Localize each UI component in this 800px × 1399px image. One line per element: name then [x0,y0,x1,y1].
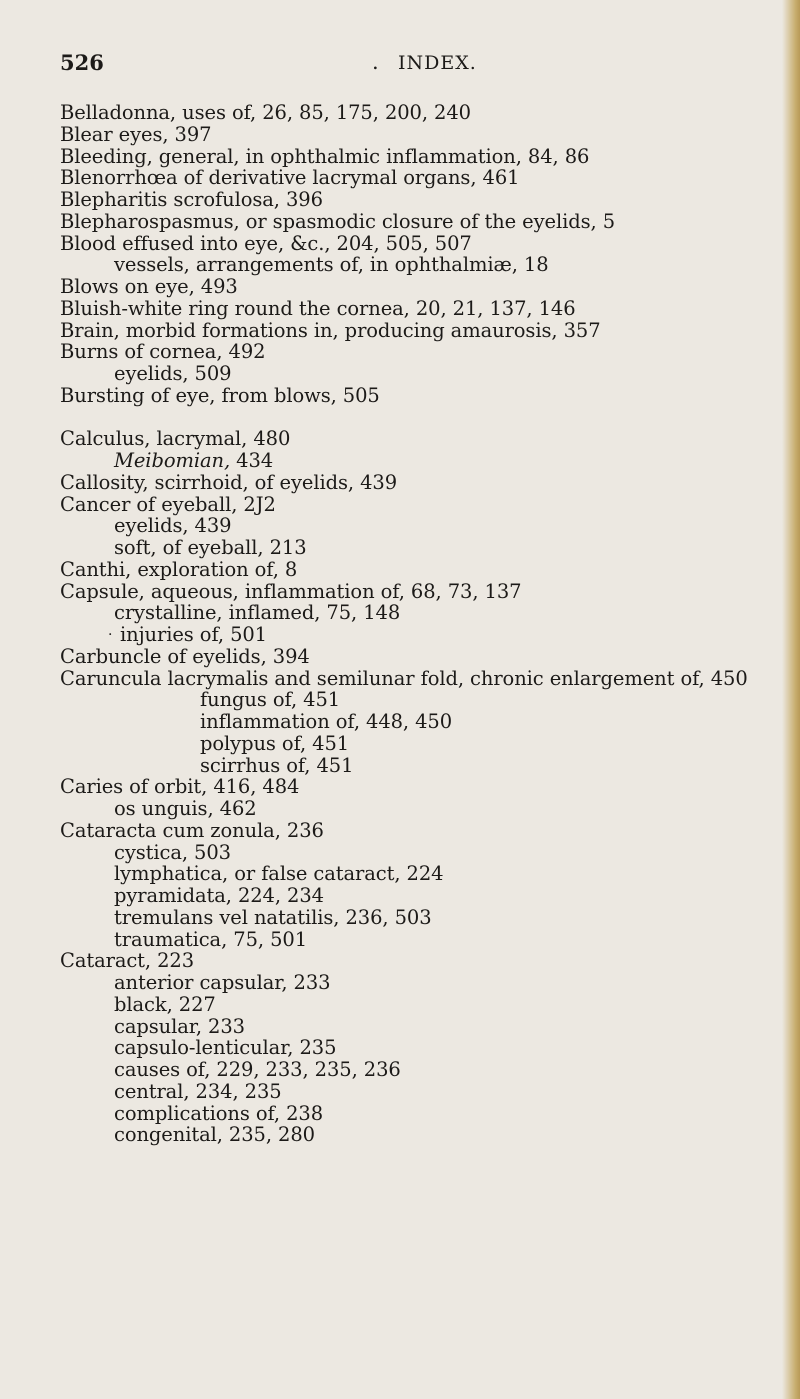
entry-text: soft, of eyeball, 213 [114,536,307,559]
entry-text: Blood effused into eye, &c., 204, 505, 507 [60,231,472,255]
entry-text: Calculus, lacrymal, 480 [60,427,291,451]
index-entry [200,732,349,756]
index-entry [114,449,273,473]
entry-text: causes of, 229, 233, 235, 236 [114,1058,401,1081]
entry-text: Cataract, 223 [60,949,195,973]
index-entry [60,580,521,604]
entry-text: Blepharitis scrofulosa, 396 [60,188,323,211]
page-number: 526 [60,50,104,75]
index-entry [60,493,276,517]
entry-text: inflammation of, 448, 450 [200,710,453,733]
index-entry [60,427,290,451]
page-edge [782,0,800,1399]
page-header [60,50,760,80]
index-entry [114,993,216,1017]
entry-text: polypus of, 451 [200,731,350,755]
entry-text: cystica, 503 [114,840,231,864]
entry-text: eyelids, 509 [114,362,232,385]
entry-text: scirrhus of, 451 [200,753,354,777]
entry-text: capsular, 233 [114,1014,245,1038]
index-entry [114,928,307,952]
index-entry [60,166,519,190]
entry-text: Bleeding, general, in ophthalmic inflammation, 84, 86 [60,144,590,168]
entry-pages: 434 [230,449,274,472]
index-entry [114,601,400,625]
index-entry [60,558,297,582]
index-entry [114,536,307,560]
entry-text: capsulo-lenticular, 235 [114,1036,337,1060]
index-entry [114,884,324,908]
entry-text: complications of, 238 [114,1101,324,1125]
entry-text: Burns of cornea, 492 [60,340,266,364]
index-entry [60,819,324,843]
index-entry [114,862,443,886]
index-entry [108,623,267,647]
entry-text: Blepharospasmus, or spasmodic closure of the eyelids, 5 [60,209,616,233]
entry-text: Caries of orbit, 416, 484 [60,775,300,799]
entry-text: Brain, morbid formations in, producing amaurosis, 357 [60,318,601,342]
entry-text: black, 227 [114,992,216,1016]
index-entry [114,797,257,821]
entry-text: Belladonna, uses of, 26, 85, 175, 200, 240 [60,101,471,124]
entry-text: Caruncula lacrymalis and semilunar fold, chronic enlargement of, 450 [60,666,748,690]
index-entry [60,949,194,973]
index-entry [60,297,576,321]
index-entry [114,1058,401,1082]
index-entry [60,145,589,169]
entry-text: Capsule, aqueous, inflammation of, 68, 73, 137 [60,579,522,603]
index-entry [60,340,265,364]
index-entry [60,123,211,147]
entry-text: Callosity, scirrhoid, of eyelids, 439 [60,470,398,494]
entry-text: injuries of, 501 [120,623,267,646]
index-entry [114,362,231,386]
index-entry [114,1036,336,1060]
entry-text: pyramidata, 224, 234 [114,884,324,907]
entry-bullet: · [108,627,113,643]
index-entry [60,232,472,256]
index-entry [60,384,380,408]
index-entry [200,688,340,712]
index-entry [114,906,432,930]
entry-text: Carbuncle of eyelids, 394 [60,644,310,668]
index-entry [114,253,549,277]
index-entry [114,514,231,538]
entry-text: crystalline, inflamed, 75, 148 [114,601,401,625]
entry-text: Blenorrhœa of derivative lacrymal organs, 461 [60,166,520,190]
index-entry [114,1080,282,1104]
index-entry [60,471,397,495]
entry-text: Blear eyes, 397 [60,122,212,146]
index-entry [200,754,353,778]
entry-text: fungus of, 451 [200,688,341,712]
entry-text: tremulans vel natatilis, 236, 503 [114,905,432,929]
running-head: INDEX. [398,52,477,74]
entry-text: Bursting of eye, from blows, 505 [60,383,380,407]
entry-text: congenital, 235, 280 [114,1123,315,1147]
header-separator: . [372,50,379,74]
entry-text: eyelids, 439 [114,514,232,538]
index-entry [114,1015,245,1039]
index-entry [60,667,748,691]
entry-text: Cataracta cum zonula, 236 [60,818,324,842]
entry-text: anterior capsular, 233 [114,971,331,994]
entry-text: traumatica, 75, 501 [114,927,308,951]
index-entry [114,1123,315,1147]
index-entry [114,971,330,995]
index-entry [60,275,238,299]
entry-text: Bluish-white ring round the cornea, 20, 21, 137, 146 [60,296,576,320]
index-entry [60,775,299,799]
index-entry [60,188,323,212]
index-entry [60,210,615,234]
index-entry [114,841,231,865]
entry-text: central, 234, 235 [114,1079,282,1103]
index-entry [60,645,310,669]
entry-text: lymphatica, or false cataract, 224 [114,862,444,886]
entry-text: Canthi, exploration of, 8 [60,557,298,581]
entry-italic-term: Meibomian, [114,449,231,472]
entry-text: vessels, arrangements of, in ophthalmiæ, 18 [114,253,549,277]
index-entry [60,319,601,343]
entry-text: os unguis, 462 [114,797,257,820]
index-entry [114,1102,323,1126]
entry-text: Cancer of eyeball, 2J2 [60,492,276,516]
entry-text: Blows on eye, 493 [60,275,238,298]
index-entry [60,101,471,125]
index-entry [200,710,452,734]
